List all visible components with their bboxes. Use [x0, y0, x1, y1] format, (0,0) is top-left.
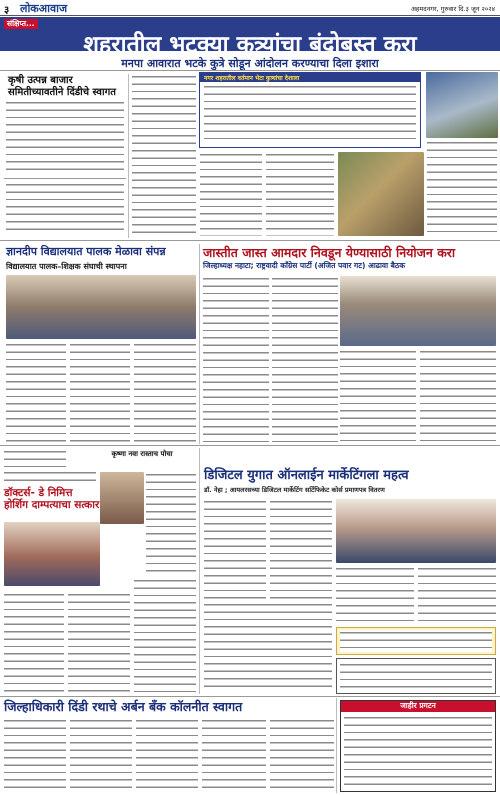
ad-box: [336, 658, 496, 694]
left-brief-text: [4, 449, 66, 467]
ad-text: [340, 662, 492, 690]
krushna-headline: कृष्णा नवा रास्ताच पोचा: [111, 450, 173, 458]
photo-dogs: [426, 72, 498, 138]
dindi-text-col1: [4, 718, 66, 792]
divider: [4, 178, 126, 179]
dogs-text-col2: [200, 152, 262, 236]
column-rule: [336, 698, 337, 793]
doctors-text-col2: [68, 592, 130, 692]
divider: [0, 70, 500, 71]
dindi-text-col3: [136, 718, 198, 792]
aamdar-subheadline: जिल्हाध्यक्ष नहाटा; राष्ट्रवादी काँग्रेस पार्टी (अजित पवार गट) आढावा बैठक: [203, 261, 406, 270]
lead-headline: शहरातील भटक्या कुत्र्यांचा बंदोबस्त करा: [83, 32, 417, 58]
krushna-photo: [100, 472, 144, 524]
doctors-photo: [4, 522, 100, 586]
dindi-text-col5: [270, 718, 334, 792]
dogs-text-col4: [427, 140, 497, 236]
doctors-text-col1: [4, 592, 64, 692]
dindi-headline: जिल्हाधिकारी दिंडी रथाचे अर्बन बँक कॉलनीत स्वागत: [4, 699, 243, 714]
krushi-text-2: [6, 182, 124, 234]
krushna-text: [146, 472, 196, 572]
nagar-box: [199, 72, 421, 148]
aamdar-photo: [340, 276, 496, 346]
nagar-box-title: नगर शहरातील वर्तमान भेटा कुत्र्यांचा देशाला: [204, 75, 300, 82]
column-rule: [199, 244, 200, 444]
dindi-text-col4: [202, 718, 266, 792]
lead-subheadline: मनपा आवारात भटके कुत्रे सोडून आंदोलन करण्याचा दिला इशारा: [121, 57, 379, 70]
doctors-headline: डॉक्टर्स- डे निमित्त होर्शिग दाम्पत्याचा सत्कार: [4, 487, 100, 512]
divider: [0, 445, 500, 446]
digital-headline: डिजिटल युगात ऑनलाईन मार्केटिंगला महत्व: [204, 468, 409, 483]
dogs-text-col1: [132, 74, 196, 234]
notice-box: [340, 700, 496, 792]
section-tag: संक्षिप्त...: [4, 19, 38, 29]
vidyalay-text-col3: [134, 342, 196, 442]
krushi-text: [6, 100, 124, 176]
vidyalay-text-col2: [70, 342, 130, 442]
digital-text-col5: [204, 602, 332, 692]
highlight-note: [336, 627, 496, 655]
aamdar-headline: जास्तीत जास्त आमदार निवडून येण्यासाठी नियोजन करा: [203, 245, 456, 260]
aamdar-text-col4: [420, 349, 496, 442]
highlight-note-text: [340, 630, 492, 652]
vidyalay-subheadline: विद्यालयात पालक–शिक्षक संघाची स्थापना: [6, 262, 127, 271]
digital-text-col3: [336, 566, 414, 624]
notice-title: जाहीर प्रगटन: [400, 701, 436, 710]
krushi-headline: कृषी उत्पन्न बाजार समितीच्यावतीने दिंडीचे स्वागत: [8, 75, 116, 98]
brief-text-2: [4, 470, 96, 482]
vidyalay-photo: [6, 275, 196, 339]
digital-photo: [336, 499, 496, 563]
notice-text: [344, 715, 492, 789]
protest-photo: [338, 152, 424, 236]
dogs-text-col3: [266, 152, 334, 236]
digital-text-col4: [418, 566, 496, 624]
masthead: [0, 0, 500, 16]
digital-text-col1: [204, 499, 266, 599]
aamdar-text-col1: [203, 276, 269, 442]
vidyalay-headline: ज्ञानदीप विद्यालयात पालक मेळावा संपन्न: [6, 245, 166, 258]
doctors-text-col3: [134, 578, 196, 692]
digital-subheadline: डॉ. नेहा ; आयलरसच्या डिजिटल मार्केटिंग सर्टिफिकेट कोर्स प्रमाणपत्र वितरण: [204, 486, 385, 494]
divider: [0, 240, 500, 241]
column-rule: [199, 448, 200, 694]
vidyalay-text-col1: [6, 342, 66, 442]
divider: [0, 696, 500, 697]
aamdar-text-col3: [340, 349, 416, 442]
dindi-text-col2: [70, 718, 132, 792]
column-rule: [128, 74, 129, 238]
page-number: ३: [4, 5, 10, 16]
aamdar-text-col2: [272, 276, 338, 442]
issue-date: अहमदनगर, गुरुवार दि.३ जून २०२४: [410, 5, 495, 13]
newspaper-logo: लोकआवाज: [20, 2, 68, 15]
digital-text-col2: [270, 499, 332, 599]
nagar-box-text: [204, 84, 416, 144]
